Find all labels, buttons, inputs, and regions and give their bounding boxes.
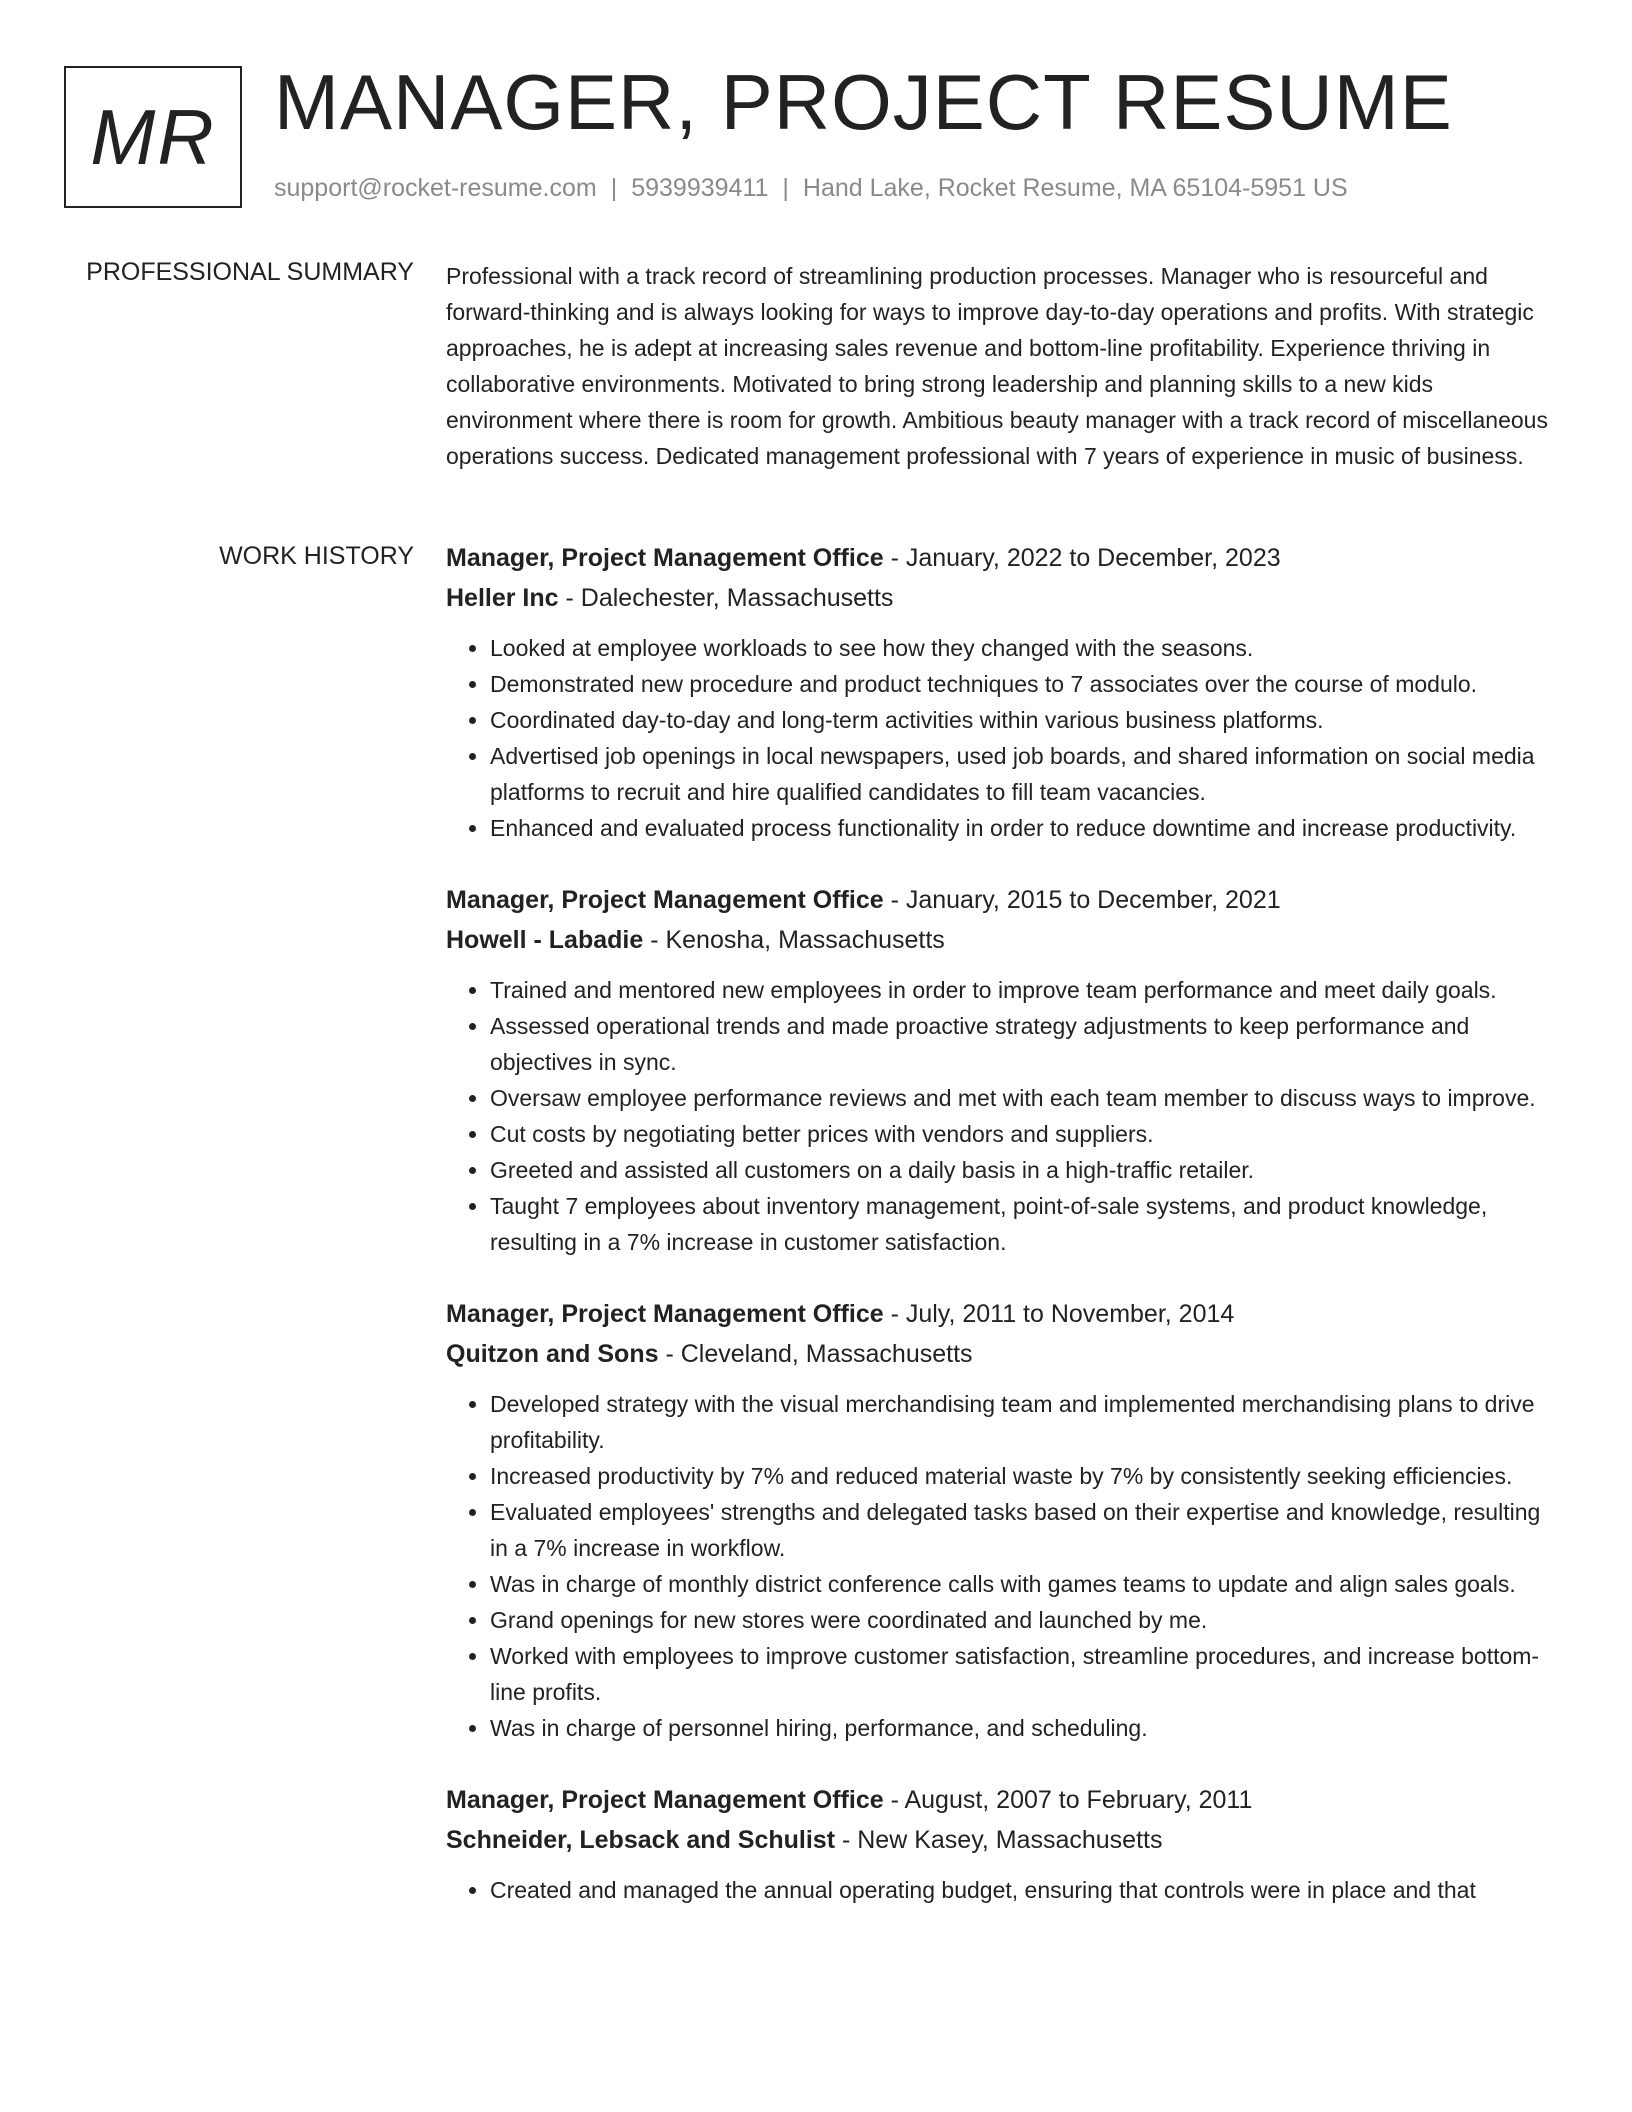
contact-address: Hand Lake, Rocket Resume, MA 65104-5951 US <box>802 174 1348 202</box>
job-company: Howell - Labadie <box>446 926 644 954</box>
job-bullet: • Was in charge of monthly district conference calls with games teams to update and align sales goals. <box>490 1566 1564 1602</box>
job-company: Heller Inc <box>446 584 559 612</box>
job-bullet-list <box>446 630 1564 846</box>
job-company: Quitzon and Sons <box>446 1340 659 1368</box>
job-bullet: • Advertised job openings in local newspapers, used job boards, and shared information on social media platforms to recruit and hire qualified candidates to fill team vacancies. <box>490 738 1564 810</box>
job-bullet-list <box>446 972 1564 1260</box>
contact-separator: | <box>610 174 618 202</box>
job-bullet: • Developed strategy with the visual merchandising team and implemented merchandising plans to drive profitability. <box>490 1386 1564 1458</box>
job-bullet: • Assessed operational trends and made proactive strategy adjustments to keep performance and objectives in sync. <box>490 1008 1564 1080</box>
job-title: Manager, Project Management Office <box>446 1786 884 1814</box>
job-bullet: • Created and managed the annual operating budget, ensuring that controls were in place and that <box>490 1872 1564 1908</box>
job-title-line <box>446 538 1564 578</box>
contact-line <box>274 174 1348 203</box>
job-dates: - January, 2015 to December, 2021 <box>883 886 1281 914</box>
job-title-line <box>446 1294 1564 1334</box>
job-bullet: • Cut costs by negotiating better prices with vendors and suppliers. <box>490 1116 1564 1152</box>
job-bullet: • Coordinated day-to-day and long-term activities within various business platforms. <box>490 702 1564 738</box>
job-dates: - July, 2011 to November, 2014 <box>883 1300 1235 1328</box>
job-entry <box>446 880 1564 1260</box>
job-dates: - January, 2022 to December, 2023 <box>883 544 1281 572</box>
job-bullet: • Enhanced and evaluated process functionality in order to reduce downtime and increase productivity. <box>490 810 1564 846</box>
job-title: Manager, Project Management Office <box>446 886 884 914</box>
contact-email[interactable]: support@rocket-resume.com <box>274 174 597 202</box>
work-history-heading: WORK HISTORY <box>219 542 414 570</box>
job-bullet: • Greeted and assisted all customers on a daily basis in a high-traffic retailer. <box>490 1152 1564 1188</box>
job-bullet: • Looked at employee workloads to see how they changed with the seasons. <box>490 630 1564 666</box>
job-title-line <box>446 1780 1564 1820</box>
job-company-line <box>446 920 1564 960</box>
job-bullet: • Grand openings for new stores were coordinated and launched by me. <box>490 1602 1564 1638</box>
job-entry <box>446 538 1564 846</box>
resume-title: MANAGER, PROJECT RESUME <box>274 58 1453 146</box>
job-bullet-list <box>446 1872 1564 1908</box>
job-bullet-list <box>446 1386 1564 1746</box>
work-history-section <box>446 538 1564 1942</box>
job-location: - New Kasey, Massachusetts <box>835 1826 1163 1854</box>
job-company-line <box>446 578 1564 618</box>
job-bullet: • Worked with employees to improve customer satisfaction, streamline procedures, and increase bottom-line profits. <box>490 1638 1564 1710</box>
job-location: - Dalechester, Massachusetts <box>558 584 894 612</box>
job-location: - Cleveland, Massachusetts <box>658 1340 973 1368</box>
job-entry <box>446 1294 1564 1746</box>
job-location: - Kenosha, Massachusetts <box>643 926 945 954</box>
job-entry <box>446 1780 1564 1908</box>
job-company-line <box>446 1820 1564 1860</box>
summary-text: Professional with a track record of streamlining production processes. Manager who is resourceful and forward-thinking and is always looking for ways to improve day-to-day operations and profits. With strategic approaches, he is adept at increasing sales revenue and bottom-line profitability. Experience thriving in collaborative environments. Motivated to bring strong leadership and planning skills to a new kids environment where there is room for growth. Ambitious beauty manager with a track record of miscellaneous operations success. Dedicated management professional with 7 years of experience in music of business. <box>446 263 1548 469</box>
job-company: Schneider, Lebsack and Schulist <box>446 1826 836 1854</box>
job-title: Manager, Project Management Office <box>446 544 884 572</box>
job-bullet: • Taught 7 employees about inventory management, point-of-sale systems, and product knowledge, resulting in a 7% increase in customer satisfaction. <box>490 1188 1564 1260</box>
job-bullet: • Increased productivity by 7% and reduced material waste by 7% by consistently seeking efficiencies. <box>490 1458 1564 1494</box>
job-title-line <box>446 880 1564 920</box>
contact-separator: | <box>782 174 789 202</box>
job-bullet: • Was in charge of personnel hiring, performance, and scheduling. <box>490 1710 1564 1746</box>
job-bullet: • Oversaw employee performance reviews and met with each team member to discuss ways to improve. <box>490 1080 1564 1116</box>
job-company-line <box>446 1334 1564 1374</box>
monogram-logo: MR <box>64 66 242 208</box>
job-bullet: • Evaluated employees' strengths and delegated tasks based on their expertise and knowledge, resulting in a 7% increase in workflow. <box>490 1494 1564 1566</box>
job-title: Manager, Project Management Office <box>446 1300 884 1328</box>
job-dates: - August, 2007 to February, 2011 <box>883 1786 1253 1814</box>
contact-phone[interactable]: 5939939411 <box>631 174 769 202</box>
job-list <box>446 538 1564 1908</box>
job-bullet: • Trained and mentored new employees in order to improve team performance and meet daily goals. <box>490 972 1564 1008</box>
job-bullet: • Demonstrated new procedure and product techniques to 7 associates over the course of modulo. <box>490 666 1564 702</box>
summary-heading: PROFESSIONAL SUMMARY <box>86 258 414 286</box>
summary-section <box>446 258 1564 474</box>
